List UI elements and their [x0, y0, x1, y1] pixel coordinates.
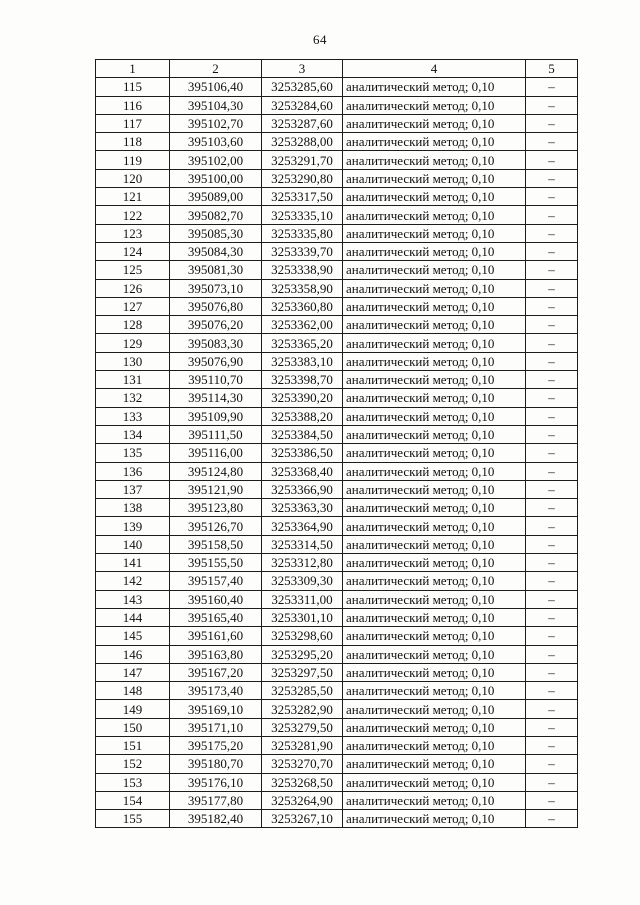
table-cell: 132 — [96, 389, 170, 407]
table-header-cell: 3 — [262, 60, 343, 78]
table-cell: 3253284,60 — [262, 96, 343, 114]
table-cell: – — [526, 590, 578, 608]
table-cell: 3253368,40 — [262, 462, 343, 480]
table-cell: аналитический метод; 0,10 — [343, 810, 526, 828]
table-cell: 143 — [96, 590, 170, 608]
table-cell: – — [526, 480, 578, 498]
table-cell: – — [526, 279, 578, 297]
table-cell: 145 — [96, 627, 170, 645]
table-row — [96, 682, 578, 700]
table-row — [96, 755, 578, 773]
table-cell: 3253339,70 — [262, 242, 343, 260]
table-cell: 395180,70 — [170, 755, 262, 773]
table-cell: 3253290,80 — [262, 169, 343, 187]
table-cell: аналитический метод; 0,10 — [343, 425, 526, 443]
table-cell: 395106,40 — [170, 78, 262, 96]
table-row — [96, 96, 578, 114]
table-row — [96, 554, 578, 572]
table-cell: аналитический метод; 0,10 — [343, 96, 526, 114]
table-cell: аналитический метод; 0,10 — [343, 499, 526, 517]
table-cell: аналитический метод; 0,10 — [343, 736, 526, 754]
table-cell: 3253309,30 — [262, 572, 343, 590]
table-cell: 3253383,10 — [262, 352, 343, 370]
table-cell: – — [526, 371, 578, 389]
table-cell: 3253288,00 — [262, 133, 343, 151]
table-row — [96, 261, 578, 279]
table-cell: – — [526, 718, 578, 736]
table-cell: 395158,50 — [170, 535, 262, 553]
table-cell: 122 — [96, 206, 170, 224]
table-cell: 395177,80 — [170, 791, 262, 809]
table-cell: 395076,20 — [170, 316, 262, 334]
table-row — [96, 169, 578, 187]
table-cell: 3253335,10 — [262, 206, 343, 224]
table-row — [96, 810, 578, 828]
table-cell: 152 — [96, 755, 170, 773]
table-cell: 119 — [96, 151, 170, 169]
table-cell: 395109,90 — [170, 407, 262, 425]
table-cell: 395126,70 — [170, 517, 262, 535]
table-row — [96, 334, 578, 352]
table-row — [96, 499, 578, 517]
table-cell: 154 — [96, 791, 170, 809]
table-row — [96, 663, 578, 681]
table-cell: – — [526, 736, 578, 754]
table-cell: 3253388,20 — [262, 407, 343, 425]
table-cell: 139 — [96, 517, 170, 535]
table-row — [96, 151, 578, 169]
table-cell: 395176,10 — [170, 773, 262, 791]
table-cell: 117 — [96, 114, 170, 132]
table-cell: 3253268,50 — [262, 773, 343, 791]
table-cell: – — [526, 444, 578, 462]
table-cell: 151 — [96, 736, 170, 754]
table-cell: – — [526, 517, 578, 535]
table-cell: 141 — [96, 554, 170, 572]
table-cell: 142 — [96, 572, 170, 590]
table-row — [96, 791, 578, 809]
table-cell: 3253267,10 — [262, 810, 343, 828]
table-cell: 395173,40 — [170, 682, 262, 700]
table-row — [96, 224, 578, 242]
table-cell: 395163,80 — [170, 645, 262, 663]
table-cell: аналитический метод; 0,10 — [343, 151, 526, 169]
table-cell: аналитический метод; 0,10 — [343, 572, 526, 590]
table-cell: аналитический метод; 0,10 — [343, 718, 526, 736]
table-cell: аналитический метод; 0,10 — [343, 133, 526, 151]
table-cell: 395103,60 — [170, 133, 262, 151]
table-cell: 3253335,80 — [262, 224, 343, 242]
table-cell: 3253297,50 — [262, 663, 343, 681]
table-cell: 144 — [96, 608, 170, 626]
table-row — [96, 718, 578, 736]
table-cell: 395116,00 — [170, 444, 262, 462]
table-cell: 395169,10 — [170, 700, 262, 718]
table-cell: – — [526, 499, 578, 517]
table-cell: 395124,80 — [170, 462, 262, 480]
table-row — [96, 627, 578, 645]
table-cell: – — [526, 554, 578, 572]
table-cell: 395161,60 — [170, 627, 262, 645]
table-cell: 129 — [96, 334, 170, 352]
table-cell: аналитический метод; 0,10 — [343, 608, 526, 626]
table-cell: 3253362,00 — [262, 316, 343, 334]
table-row — [96, 114, 578, 132]
table-cell: аналитический метод; 0,10 — [343, 462, 526, 480]
table-cell: 128 — [96, 316, 170, 334]
table-cell: – — [526, 389, 578, 407]
table-cell: 395171,10 — [170, 718, 262, 736]
table-cell: – — [526, 242, 578, 260]
table-cell: аналитический метод; 0,10 — [343, 627, 526, 645]
table-cell: 126 — [96, 279, 170, 297]
table-cell: – — [526, 114, 578, 132]
table-cell: 130 — [96, 352, 170, 370]
table-cell: аналитический метод; 0,10 — [343, 334, 526, 352]
table-row — [96, 590, 578, 608]
table-cell: аналитический метод; 0,10 — [343, 297, 526, 315]
table-cell: 123 — [96, 224, 170, 242]
table-row — [96, 206, 578, 224]
table-row — [96, 133, 578, 151]
table-cell: аналитический метод; 0,10 — [343, 242, 526, 260]
table-cell: 118 — [96, 133, 170, 151]
table-cell: 395114,30 — [170, 389, 262, 407]
table-cell: – — [526, 188, 578, 206]
table-cell: аналитический метод; 0,10 — [343, 645, 526, 663]
table-cell: аналитический метод; 0,10 — [343, 188, 526, 206]
table-row — [96, 407, 578, 425]
coordinates-table — [95, 59, 578, 828]
table-row — [96, 535, 578, 553]
table-cell: 395073,10 — [170, 279, 262, 297]
table-cell: аналитический метод; 0,10 — [343, 261, 526, 279]
table-header-cell: 5 — [526, 60, 578, 78]
table-cell: 395076,80 — [170, 297, 262, 315]
table-row — [96, 188, 578, 206]
table-cell: – — [526, 755, 578, 773]
table-row — [96, 279, 578, 297]
table-header-cell: 4 — [343, 60, 526, 78]
page-number: 64 — [313, 32, 327, 47]
table-cell: – — [526, 608, 578, 626]
table-cell: 155 — [96, 810, 170, 828]
table-cell: 3253338,90 — [262, 261, 343, 279]
table-cell: 395111,50 — [170, 425, 262, 443]
table-row — [96, 425, 578, 443]
table-cell: – — [526, 700, 578, 718]
table-header-row — [96, 60, 578, 78]
table-cell: аналитический метод; 0,10 — [343, 773, 526, 791]
table-cell: 131 — [96, 371, 170, 389]
table-row — [96, 389, 578, 407]
table-cell: 124 — [96, 242, 170, 260]
table-row — [96, 316, 578, 334]
table-row — [96, 736, 578, 754]
table-cell: 395089,00 — [170, 188, 262, 206]
table-cell: 395081,30 — [170, 261, 262, 279]
table-row — [96, 645, 578, 663]
table-cell: 3253281,90 — [262, 736, 343, 754]
table-row — [96, 78, 578, 96]
table-cell: 395100,00 — [170, 169, 262, 187]
table-cell: аналитический метод; 0,10 — [343, 279, 526, 297]
table-cell: аналитический метод; 0,10 — [343, 517, 526, 535]
table-cell: – — [526, 297, 578, 315]
table-cell: 3253291,70 — [262, 151, 343, 169]
table-cell: 3253295,20 — [262, 645, 343, 663]
table-cell: 3253386,50 — [262, 444, 343, 462]
table-row — [96, 700, 578, 718]
table-row — [96, 462, 578, 480]
table-header-cell: 2 — [170, 60, 262, 78]
table-header-cell: 1 — [96, 60, 170, 78]
table-cell: 115 — [96, 78, 170, 96]
table-cell: – — [526, 151, 578, 169]
table-row — [96, 444, 578, 462]
table-cell: 3253363,30 — [262, 499, 343, 517]
table-cell: 136 — [96, 462, 170, 480]
table-cell: – — [526, 663, 578, 681]
table-cell: аналитический метод; 0,10 — [343, 663, 526, 681]
table-cell: 395167,20 — [170, 663, 262, 681]
table-cell: 134 — [96, 425, 170, 443]
table-cell: 140 — [96, 535, 170, 553]
table-cell: 395102,00 — [170, 151, 262, 169]
table-cell: 3253364,90 — [262, 517, 343, 535]
table-cell: 127 — [96, 297, 170, 315]
table-cell: – — [526, 352, 578, 370]
table-cell: – — [526, 627, 578, 645]
table-cell: – — [526, 682, 578, 700]
table-cell: 395076,90 — [170, 352, 262, 370]
table-cell: 3253285,50 — [262, 682, 343, 700]
table-row — [96, 242, 578, 260]
table-cell: 135 — [96, 444, 170, 462]
table-cell: 3253287,60 — [262, 114, 343, 132]
table-cell: аналитический метод; 0,10 — [343, 224, 526, 242]
table-cell: 147 — [96, 663, 170, 681]
table-cell: 137 — [96, 480, 170, 498]
table-cell: 395165,40 — [170, 608, 262, 626]
table-cell: 3253279,50 — [262, 718, 343, 736]
table-cell: аналитический метод; 0,10 — [343, 352, 526, 370]
table-cell: – — [526, 810, 578, 828]
table-cell: 120 — [96, 169, 170, 187]
table-row — [96, 480, 578, 498]
table-cell: – — [526, 96, 578, 114]
table-cell: 121 — [96, 188, 170, 206]
table-cell: 133 — [96, 407, 170, 425]
table-cell: 3253282,90 — [262, 700, 343, 718]
table-cell: 3253365,20 — [262, 334, 343, 352]
table-cell: 150 — [96, 718, 170, 736]
table-cell: – — [526, 334, 578, 352]
table-cell: 395110,70 — [170, 371, 262, 389]
table-cell: 148 — [96, 682, 170, 700]
table-cell: аналитический метод; 0,10 — [343, 114, 526, 132]
table-cell: 3253398,70 — [262, 371, 343, 389]
table-cell: 395175,20 — [170, 736, 262, 754]
table-cell: – — [526, 773, 578, 791]
table-cell: аналитический метод; 0,10 — [343, 407, 526, 425]
table-cell: – — [526, 224, 578, 242]
table-cell: аналитический метод; 0,10 — [343, 755, 526, 773]
table-cell: аналитический метод; 0,10 — [343, 371, 526, 389]
table-cell: аналитический метод; 0,10 — [343, 791, 526, 809]
table-cell: аналитический метод; 0,10 — [343, 480, 526, 498]
table-cell: 116 — [96, 96, 170, 114]
table-cell: 146 — [96, 645, 170, 663]
table-row — [96, 517, 578, 535]
table-cell: – — [526, 535, 578, 553]
table-cell: 3253270,70 — [262, 755, 343, 773]
table-row — [96, 297, 578, 315]
coordinates-table-body — [96, 78, 578, 828]
table-cell: 3253358,90 — [262, 279, 343, 297]
table-cell: аналитический метод; 0,10 — [343, 700, 526, 718]
table-row — [96, 352, 578, 370]
table-cell: 3253311,00 — [262, 590, 343, 608]
table-cell: – — [526, 133, 578, 151]
table-row — [96, 572, 578, 590]
table-cell: 3253317,50 — [262, 188, 343, 206]
table-cell: – — [526, 407, 578, 425]
table-cell: 153 — [96, 773, 170, 791]
table-cell: – — [526, 316, 578, 334]
table-cell: аналитический метод; 0,10 — [343, 169, 526, 187]
table-cell: аналитический метод; 0,10 — [343, 316, 526, 334]
table-cell: 3253390,20 — [262, 389, 343, 407]
table-cell: 3253312,80 — [262, 554, 343, 572]
table-cell: – — [526, 206, 578, 224]
table-cell: – — [526, 261, 578, 279]
table-cell: аналитический метод; 0,10 — [343, 682, 526, 700]
table-cell: 395084,30 — [170, 242, 262, 260]
table-cell: аналитический метод; 0,10 — [343, 389, 526, 407]
table-cell: 395160,40 — [170, 590, 262, 608]
table-cell: аналитический метод; 0,10 — [343, 444, 526, 462]
table-cell: аналитический метод; 0,10 — [343, 206, 526, 224]
table-cell: 125 — [96, 261, 170, 279]
table-cell: – — [526, 462, 578, 480]
table-cell: – — [526, 78, 578, 96]
table-cell: 395121,90 — [170, 480, 262, 498]
table-cell: 395082,70 — [170, 206, 262, 224]
table-cell: – — [526, 169, 578, 187]
table-row — [96, 608, 578, 626]
table-cell: 3253384,50 — [262, 425, 343, 443]
table-cell: 395123,80 — [170, 499, 262, 517]
table-cell: 3253366,90 — [262, 480, 343, 498]
table-cell: – — [526, 791, 578, 809]
table-cell: 138 — [96, 499, 170, 517]
table-cell: аналитический метод; 0,10 — [343, 590, 526, 608]
table-cell: 395157,40 — [170, 572, 262, 590]
table-cell: – — [526, 425, 578, 443]
table-cell: 3253264,90 — [262, 791, 343, 809]
table-cell: – — [526, 645, 578, 663]
table-row — [96, 371, 578, 389]
table-cell: 3253298,60 — [262, 627, 343, 645]
table-cell: аналитический метод; 0,10 — [343, 535, 526, 553]
table-cell: 395104,30 — [170, 96, 262, 114]
table-cell: 3253301,10 — [262, 608, 343, 626]
table-cell: 395155,50 — [170, 554, 262, 572]
table-cell: аналитический метод; 0,10 — [343, 554, 526, 572]
table-cell: 395102,70 — [170, 114, 262, 132]
table-cell: аналитический метод; 0,10 — [343, 78, 526, 96]
table-cell: 3253285,60 — [262, 78, 343, 96]
table-cell: – — [526, 572, 578, 590]
table-cell: 395182,40 — [170, 810, 262, 828]
table-cell: 3253314,50 — [262, 535, 343, 553]
table-cell: 149 — [96, 700, 170, 718]
table-row — [96, 773, 578, 791]
table-cell: 395085,30 — [170, 224, 262, 242]
table-cell: 3253360,80 — [262, 297, 343, 315]
table-cell: 395083,30 — [170, 334, 262, 352]
